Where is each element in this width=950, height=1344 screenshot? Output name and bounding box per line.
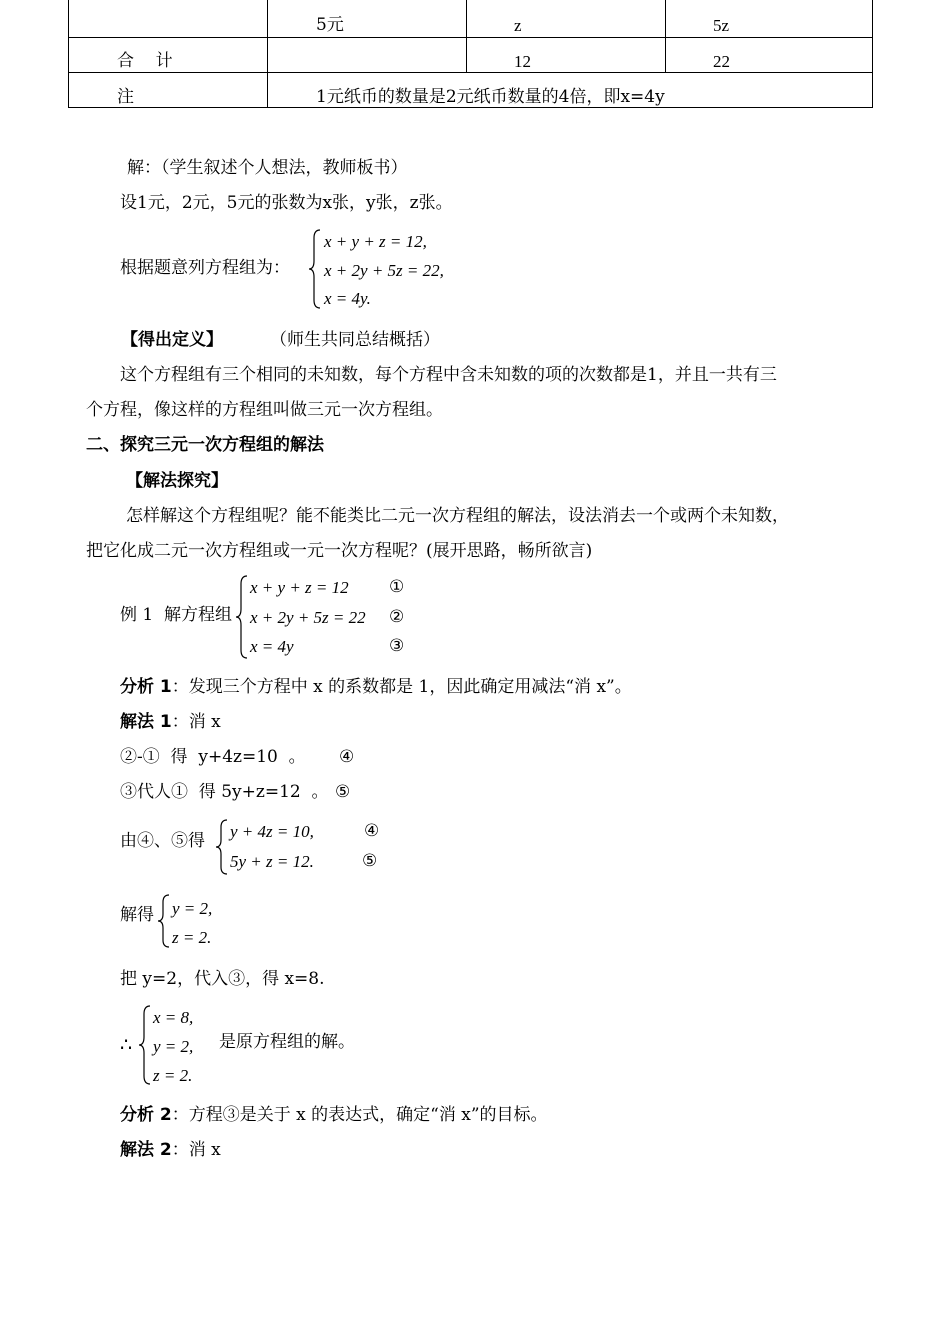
equation: x = 4y. (324, 289, 371, 308)
equation: x = 4y (250, 637, 294, 656)
table-note-label: 注 (117, 87, 134, 107)
method-2 (120, 1142, 221, 1159)
equation-marker: ④ (364, 821, 380, 841)
table-row-label: 合 计 (117, 51, 173, 71)
left-brace (138, 1004, 152, 1086)
equation: z = 2. (172, 928, 212, 947)
example-label: 例 1 解方程组 (120, 605, 233, 625)
equation: x + y + z = 12, (324, 232, 427, 251)
equation: y = 2, (153, 1037, 194, 1056)
solve-label: 解得 (120, 905, 154, 925)
analysis-label: 分析 2 (120, 1105, 172, 1125)
substitute-step: 把 y=2，代入③，得 x=8. (120, 969, 325, 989)
equation: y = 2, (172, 899, 213, 918)
solution-intro: 解：（学生叙述个人想法，教师板书） (127, 158, 408, 178)
method-1 (120, 714, 221, 731)
equation: y + 4z = 10, (230, 822, 314, 841)
equation-marker: ① (389, 577, 405, 597)
analysis-text: ：方程③是关于 x 的表达式，确定“消 x”的目标。 (171, 1105, 548, 1125)
equation: x + 2y + 5z = 22 (250, 608, 366, 627)
equation: x + y + z = 12 (250, 578, 349, 597)
step: ③代人① 得 5y+z=12 。 (120, 782, 329, 802)
equation: 5y + z = 12. (230, 852, 314, 871)
solution-setup: 设1元，2元，5元的张数为x张，y张，z张。 (120, 193, 453, 213)
equation-marker: ③ (389, 636, 405, 656)
method-text: ：消 x (171, 712, 221, 732)
equation: z = 2. (153, 1066, 193, 1085)
left-brace (157, 893, 171, 949)
table-note-text: 1元纸币的数量是2元纸币数量的4倍，即x=4y (316, 87, 665, 107)
table-cell: 5z (713, 16, 730, 35)
analysis-1 (120, 679, 632, 696)
table-cell: z (514, 16, 522, 35)
analysis-text: ：发现三个方程中 x 的系数都是 1，因此确定用减法“消 x”。 (171, 677, 632, 697)
therefore-symbol: ∴ (120, 1034, 133, 1056)
method-label: 解法 2 (120, 1140, 172, 1160)
system-label: 由④、⑤得 (120, 831, 205, 851)
left-brace (308, 228, 322, 310)
table-cell: 12 (514, 52, 531, 71)
explore-text: 怎样解这个方程组呢？能不能类比二元一次方程组的解法，设法消去一个或两个未知数， (126, 506, 789, 526)
analysis-label: 分析 1 (120, 677, 172, 697)
equation: x + 2y + 5z = 22, (324, 261, 444, 280)
explore-heading: 【解法探究】 (126, 471, 228, 491)
equation-marker: ④ (339, 747, 355, 767)
left-brace (235, 574, 249, 660)
analysis-2 (120, 1107, 548, 1124)
definition-note: （师生共同总结概括） (270, 330, 440, 350)
final-text: 是原方程组的解。 (219, 1032, 355, 1052)
method-text: ：消 x (171, 1140, 221, 1160)
section-title: 二、探究三元一次方程组的解法 (86, 435, 324, 455)
definition-text: 个方程，像这样的方程组叫做三元一次方程组。 (86, 400, 443, 420)
explore-text: 把它化成二元一次方程组或一元一次方程呢？(展开思路，畅所欲言) (86, 541, 593, 561)
equation: x = 8, (153, 1008, 194, 1027)
system-label: 根据题意列方程组为： (120, 258, 290, 278)
definition-text: 这个方程组有三个相同的未知数，每个方程中含未知数的项的次数都是1，并且一共有三 (120, 365, 777, 385)
equation-marker: ⑤ (362, 851, 378, 871)
table-cell: 22 (713, 52, 730, 71)
table-cell: 5元 (316, 15, 344, 35)
definition-heading: 【得出定义】 (121, 330, 223, 350)
left-brace (215, 818, 229, 876)
step: ②-① 得 y+4z=10 。 (120, 747, 306, 767)
method-label: 解法 1 (120, 712, 172, 732)
equation-marker: ⑤ (335, 782, 351, 802)
equation-marker: ② (389, 607, 405, 627)
